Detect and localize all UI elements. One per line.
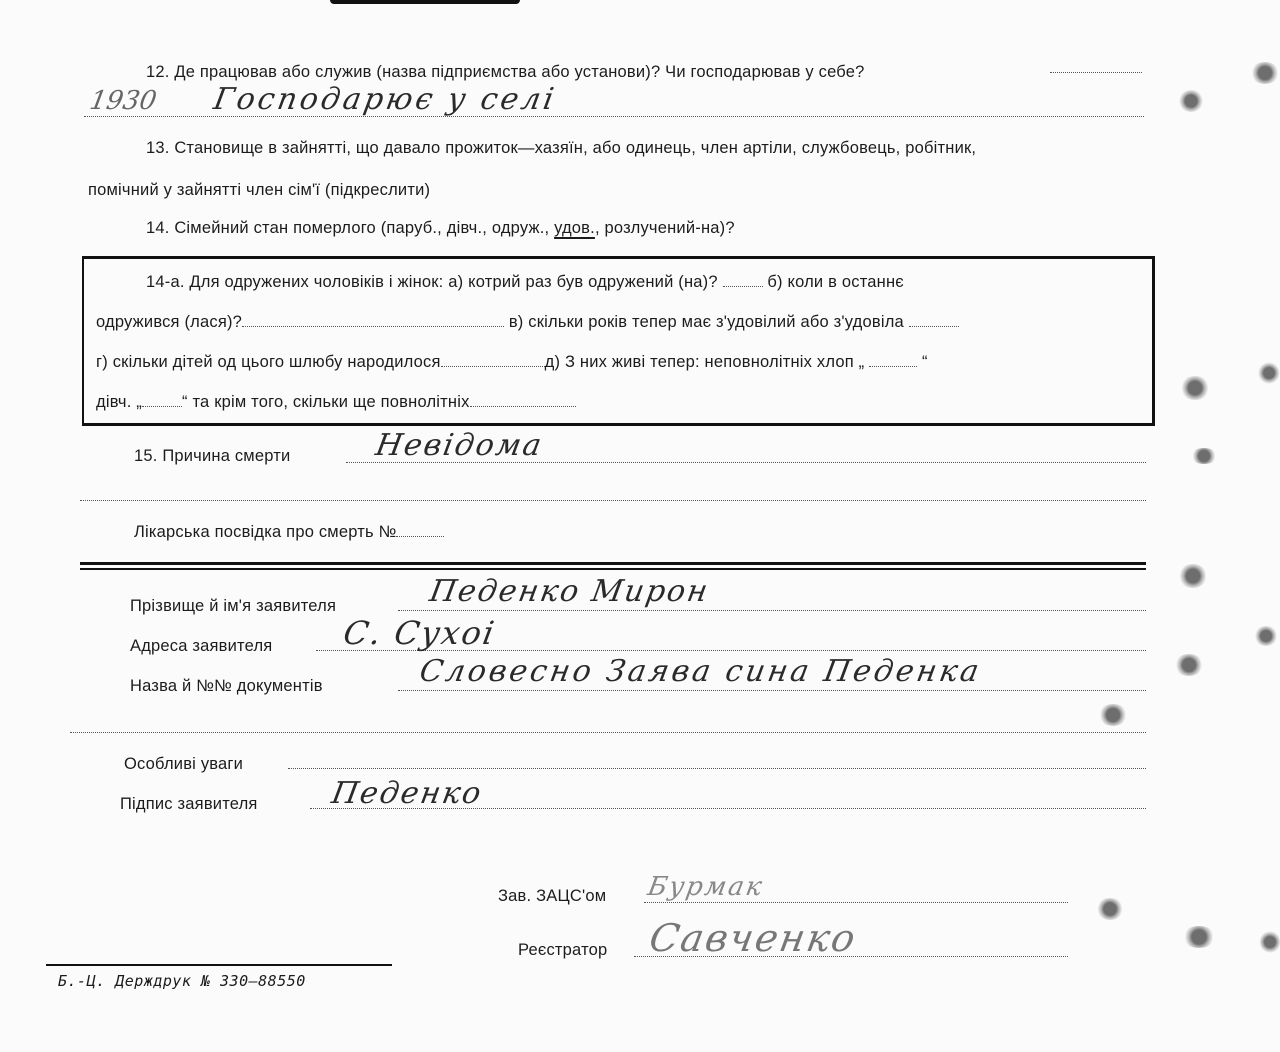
applicant-documents-line xyxy=(398,690,1146,691)
paper-damage-mark xyxy=(1178,564,1208,588)
paper-damage-mark xyxy=(1098,704,1128,726)
applicant-address-value: С. Сухоі xyxy=(340,614,499,652)
paper-damage-mark xyxy=(1254,626,1278,646)
q14a-line3b-text: д) З них живі тепер: неповнолітніх хлоп „ xyxy=(544,353,865,371)
notes-line xyxy=(288,768,1146,769)
q14a-line1 xyxy=(146,272,904,292)
q14a-line4b-text: “ та крім того, скільки ще повнолітніх xyxy=(181,393,470,411)
q14a-line3c-text: “ xyxy=(921,353,928,371)
q15-second-line xyxy=(80,500,1146,501)
medical-certificate-field xyxy=(396,522,444,537)
q15-fill-line xyxy=(346,462,1146,463)
registrar-signature: Савченко xyxy=(646,916,861,960)
applicant-documents-value: Словесно Заява сина Педенка xyxy=(416,654,985,689)
paper-damage-mark xyxy=(1190,448,1218,464)
q14a-girls-field xyxy=(142,392,182,407)
q14a-line2 xyxy=(96,312,959,332)
q14-label xyxy=(146,218,735,238)
applicant-signature: Педенко xyxy=(328,776,486,811)
q13-label-line2: помічний у зайнятті член сім'ї (підкреслити) xyxy=(88,181,431,199)
paper-damage-mark xyxy=(1182,926,1216,948)
paper-damage-mark xyxy=(1250,62,1280,84)
paper-damage-mark xyxy=(1178,90,1204,112)
q14a-g-field xyxy=(441,352,545,367)
q12-answer: Господарює у селі xyxy=(210,82,560,117)
q14a-a-field xyxy=(723,272,763,287)
paper-damage-mark xyxy=(1180,376,1210,400)
q14-underlined-option: удов. xyxy=(554,219,595,237)
medical-certificate-label xyxy=(134,522,444,542)
q12-answer-line xyxy=(84,116,1144,117)
q12-fill-line xyxy=(1050,72,1142,73)
head-signature-line xyxy=(644,902,1068,903)
applicant-address-label: Адреса заявителя xyxy=(130,637,273,655)
q14a-line4 xyxy=(96,392,576,412)
q14-text-after: , розлучений-на)? xyxy=(594,219,735,237)
q14a-adults-field xyxy=(470,392,576,407)
paper-damage-mark xyxy=(1258,362,1280,384)
applicant-name-value: Педенко Мирон xyxy=(426,574,713,609)
applicant-name-line xyxy=(398,610,1146,611)
q15-label: 15. Причина смерти xyxy=(134,447,291,465)
footer-rule xyxy=(46,964,392,966)
medical-certificate-text: Лікарська посвідка про смерть № xyxy=(134,523,397,541)
printer-mark: Б.-Ц. Держдрук № 330—88550 xyxy=(58,972,306,990)
applicant-documents-label: Назва й №№ документів xyxy=(130,677,323,695)
q14a-line1b-text: б) коли в останнє xyxy=(767,273,904,291)
section-divider-top xyxy=(80,562,1146,565)
paper-damage-mark xyxy=(1174,654,1204,676)
q14a-line3 xyxy=(96,352,928,372)
q14a-line4a-text: дівч. „ xyxy=(96,393,142,411)
head-label: Зав. ЗАЦС'ом xyxy=(498,887,607,905)
q12-text: 12. Де працював або служив (назва підприємства або установи)? Чи господарював у себе? xyxy=(146,63,865,81)
applicant-name-label: Прізвище й ім'я заявителя xyxy=(130,597,337,615)
q14a-boys-field xyxy=(869,352,917,367)
q14a-b-field xyxy=(242,312,504,327)
q14-text-before: 14. Сімейний стан померлого (паруб., дівч., одруж., xyxy=(146,219,555,237)
q14a-line2b-text: в) скільки років тепер має з'удовілий або з'удовіла xyxy=(508,313,904,331)
notes-label: Особливі уваги xyxy=(124,755,244,773)
q14a-line1-text: 14-а. Для одружених чоловіків і жінок: а) котрий раз був одружений (на)? xyxy=(146,273,718,291)
registrar-label: Реєстратор xyxy=(518,941,608,959)
q14a-v-field xyxy=(909,312,959,327)
section-divider-bottom xyxy=(80,568,1146,570)
documents-second-line xyxy=(70,732,1146,733)
q12-margin-note: 1930 xyxy=(87,86,159,116)
q12-label xyxy=(146,62,865,82)
paper-damage-mark xyxy=(1096,898,1124,920)
head-signature: Бурмак xyxy=(645,872,767,902)
paper-damage-mark xyxy=(1260,930,1280,954)
q14a-line2a-text: одружився (лася)? xyxy=(96,313,243,331)
q15-answer: Невідома xyxy=(372,428,546,463)
q14a-line3a-text: г) скільки дітей од цього шлюбу народилося xyxy=(96,353,441,371)
signature-label: Підпис заявителя xyxy=(120,795,258,813)
scan-edge-mark xyxy=(330,0,520,4)
q13-label-line1: 13. Становище в зайнятті, що давало прожиток—хазяїн, або одинець, член артіли, службовець, робітник, xyxy=(146,139,977,157)
